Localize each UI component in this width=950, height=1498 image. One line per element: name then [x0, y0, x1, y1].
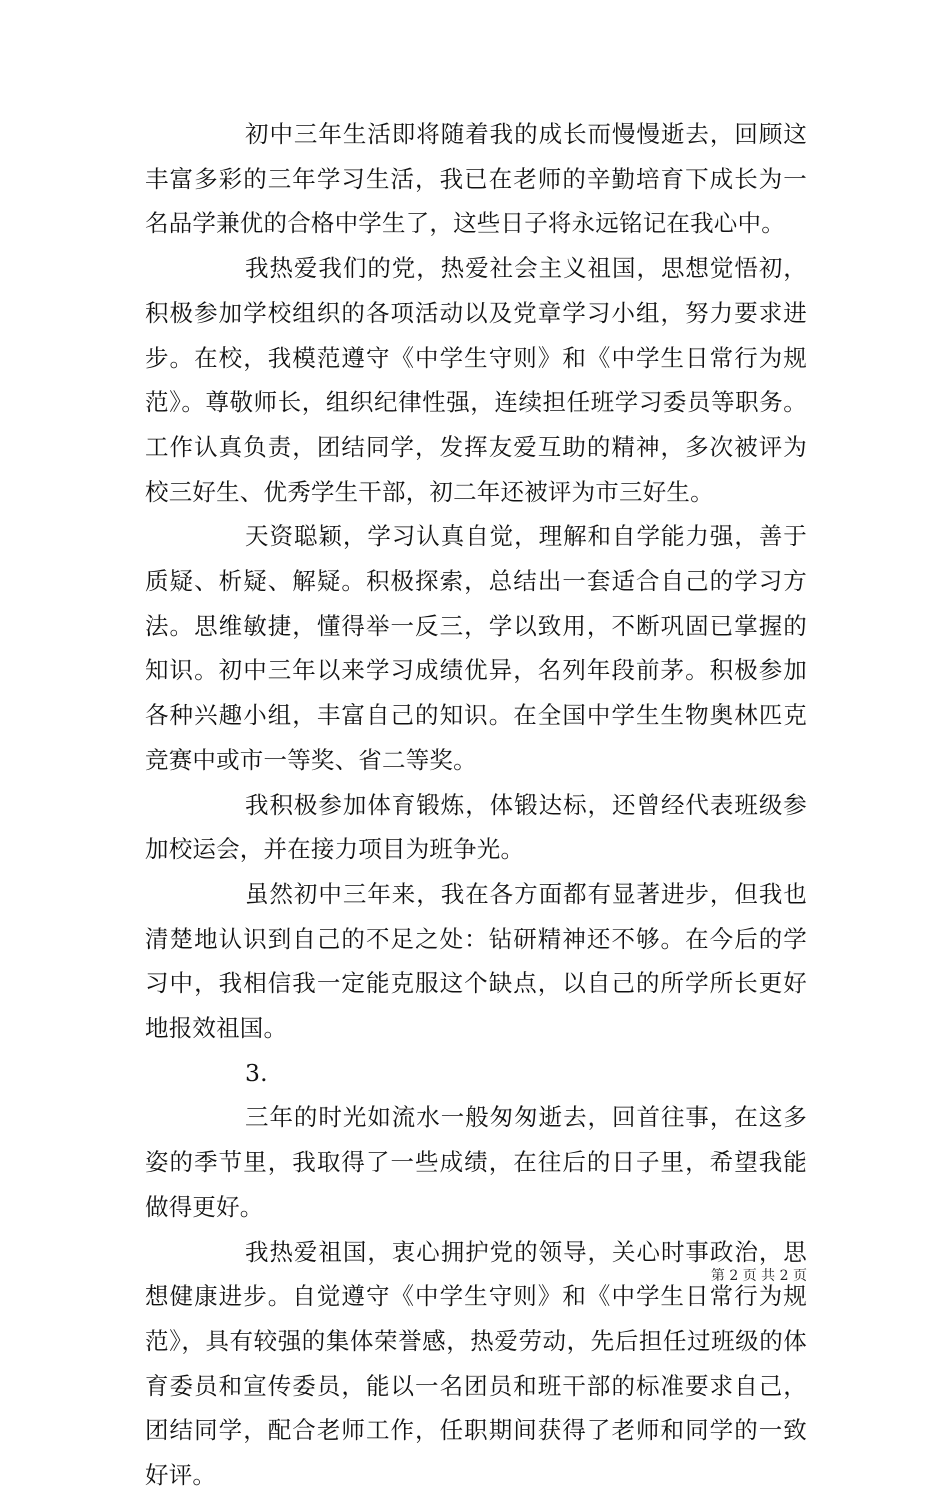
paragraph-ideology: 我热爱我们的党，热爱社会主义祖国，思想觉悟初，积极参加学校组织的各项活动以及党章学习小组，努力要求进步。在校，我模范遵守《中学生守则》和《中学生日常行为规范》。尊敬师长，组织纪律性强，连续担任班学习委员等职务。工作认真负责，团结同学，发挥友爱互助的精神，多次被评为校三好生、优秀学生干部，初二年还被评为市三好生。	[145, 254, 807, 506]
page-footer: 第 2 页 共 2 页	[710, 1268, 807, 1284]
paragraph-shortcomings: 虽然初中三年来，我在各方面都有显著进步，但我也清楚地认识到自己的不足之处：钻研精神还不够。在今后的学习中，我相信我一定能克服这个缺点，以自己的所学所长更好地报效祖国。	[145, 879, 807, 1043]
paragraph-intro: 初中三年生活即将随着我的成长而慢慢逝去，回顾这丰富多彩的三年学习生活，我已在老师的辛勤培育下成长为一名品学兼优的合格中学生了，这些日子将永远铭记在我心中。	[145, 120, 807, 238]
paragraph-patriotism: 我热爱祖国，衷心拥护党的领导，关心时事政治，思想健康进步。自觉遵守《中学生守则》和《中学生日常行为规范》，具有较强的集体荣誉感，热爱劳动，先后担任过班级的体育委员和宣传委员，能以一名团员和班干部的标准要求自己，团结同学，配合老师工作，任职期间获得了老师和同学的一致好评。	[145, 1237, 807, 1490]
section-number: 3.	[245, 1058, 268, 1087]
paragraph-study: 天资聪颖，学习认真自觉，理解和自学能力强，善于质疑、析疑、解疑。积极探索，总结出一套适合自己的学习方法。思维敏捷，懂得举一反三，学以致用，不断巩固已掌握的知识。初中三年以来学习成绩优异，名列年段前茅。积极参加各种兴趣小组，丰富自己的知识。在全国中学生生物奥林匹克竞赛中或市一等奖、省二等奖。	[145, 522, 807, 774]
document-body	[145, 112, 807, 1498]
paragraph-sports: 我积极参加体育锻炼，体锻达标，还曾经代表班级参加校运会，并在接力项目为班争光。	[145, 790, 807, 864]
paragraph-three-years: 三年的时光如流水一般匆匆逝去，回首往事，在这多姿的季节里，我取得了一些成绩，在往后的日子里，希望我能做得更好。	[145, 1103, 807, 1221]
